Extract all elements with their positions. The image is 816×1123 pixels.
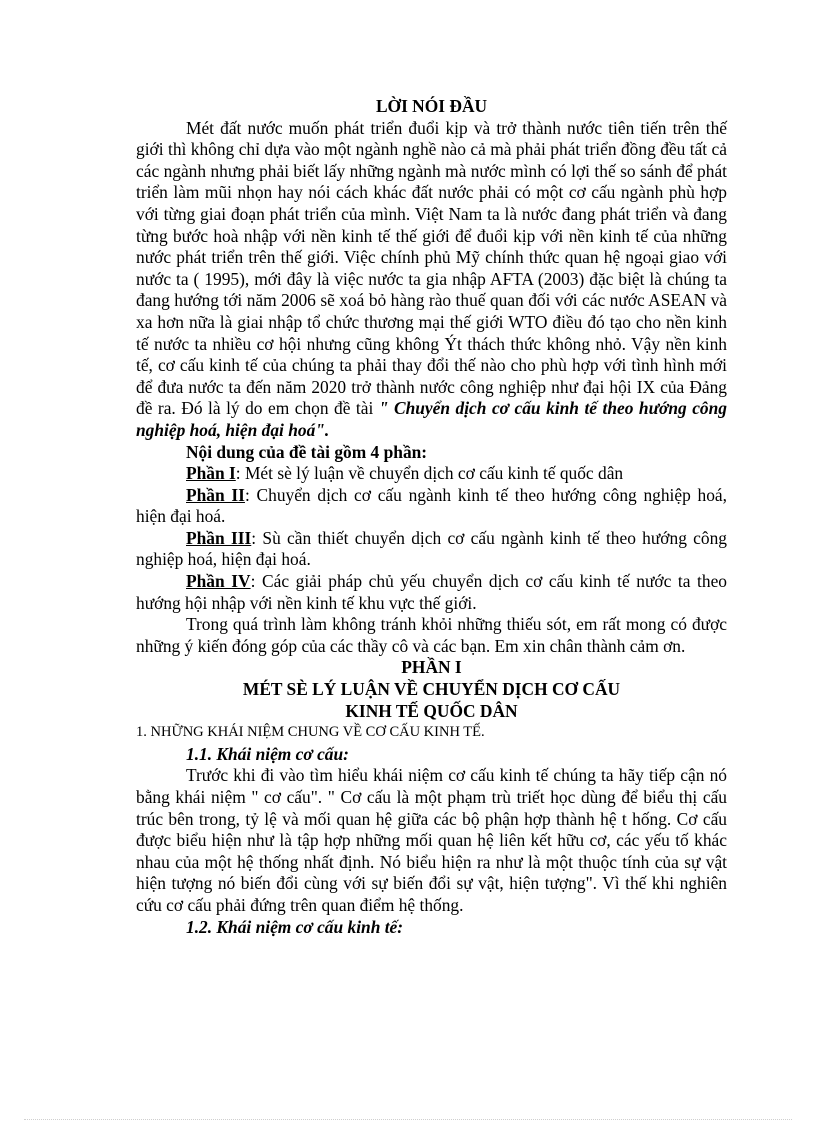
part-text: : Mét sè lý luận về chuyển dịch cơ cấu kinh tế quốc dân bbox=[235, 463, 624, 484]
part-label: Phần I bbox=[186, 463, 236, 484]
intro-paragraph bbox=[136, 118, 727, 442]
part-label: Phần IV bbox=[186, 571, 251, 592]
part-label: Phần III bbox=[186, 527, 252, 548]
subsection-heading: 1.1. Khái niệm cơ cấu: bbox=[186, 743, 349, 764]
part1-title: PHẦN I bbox=[401, 657, 462, 678]
part-item bbox=[136, 463, 727, 485]
subsection-heading: 1.2. Khái niệm cơ cấu kinh tế: bbox=[186, 916, 404, 937]
part-item bbox=[136, 485, 727, 528]
content-heading: Nội dung của đề tài gồm 4 phần: bbox=[186, 441, 428, 462]
part-label: Phần II bbox=[186, 484, 245, 505]
doc-title: LỜI NÓI ĐẦU bbox=[375, 96, 488, 116]
document-page bbox=[136, 96, 727, 938]
section-heading: 1. NHỮNG KHÁI NIỆM CHUNG VỀ CƠ CẤU KINH TẾ. bbox=[136, 724, 485, 741]
part-item bbox=[136, 528, 727, 571]
intro-text: Mét đất nước muốn phát triển đuổi kịp và trở thành nước tiên tiến trên thế giới thì không chỉ dựa vào một ngành nghề nào cả mà phải phát triển đồng đều tất cả các ngành nhưng phải biết lấy những ngành mà nước mình có lợi thế so sánh để phát triển làm mũi nhọn hay nói cách khác đất nước phải có một cơ cấu ngành phù hợp với từng giai đoạn phát triển của mình. Việt Nam ta là nước đang phát triển và đang từng bước hoà nhập với nền kinh tế thế giới để đuổi kịp với nền kinh tế của những nước phát triển trên thế giới. Việc chính phủ Mỹ chính thức quan hệ ngoại giao với nước ta ( 1995), mới đây là việc nước ta gia nhập AFTA (2003) đặc biệt là chúng ta đang hướng tới năm 2006 sẽ xoá bỏ hàng rào thuế quan đối với các nước ASEAN và xa hơn nữa là giai nhập tổ chức thương mại thế giới WTO điều đó tạo cho nền kinh tế nước ta nhiều cơ hội nhưng cũng không Ýt thách thức không nhỏ. Vậy nền kinh tế, cơ cấu kinh tế của chúng ta phải thay đổi thế nào cho phù hợp với tình hình mới để đưa nước ta đến năm 2020 trở thành nước công nghiệp như đại hội IX của Đảng đề ra. Đó là lý do em chọn đề tài bbox=[136, 117, 727, 419]
part1-subtitle-line1: MÉT SÈ LÝ LUẬN VỀ CHUYỂN DỊCH CƠ CẤU bbox=[242, 679, 621, 700]
subsection-paragraph: Trước khi đi vào tìm hiểu khái niệm cơ cấu kinh tế chúng ta hãy tiếp cận nó bằng khái niệm " cơ cấu". " Cơ cấu là một phạm trù triết học dùng để biểu thị cấu trúc bên trong, tỷ lệ và mối quan hệ giữa các bộ phận hợp thành hệ t hống. Cơ cấu được biểu hiện như là tập hợp những mối quan hệ liên kết hữu cơ, các yếu tố khác nhau của một hệ thống nhất định. Nó biểu hiện ra như là một thuộc tính của sự vật hiện tượng nó biến đổi cùng với sự biến đổi sự vật, hiện tượng". Vì thế khi nghiên cứu cơ cấu phải đứng trên quan điểm hệ thống. bbox=[136, 765, 727, 915]
part-text: : Chuyển dịch cơ cấu ngành kinh tế theo hướng công nghiệp hoá, hiện đại hoá. bbox=[136, 484, 728, 527]
closing-paragraph: Trong quá trình làm không tránh khỏi những thiếu sót, em rất mong có được những ý kiến đóng góp của các thầy cô và các bạn. Em xin chân thành cảm ơn. bbox=[136, 614, 727, 656]
part-item bbox=[136, 571, 727, 614]
intro-topic: " Chuyển dịch cơ cấu kinh tế theo hướng công nghiệp hoá, hiện đại hoá". bbox=[136, 398, 727, 440]
part-text: : Các giải pháp chủ yếu chuyển dịch cơ cấu kinh tế nước ta theo hướng hội nhập với nền kinh tế khu vực thế giới. bbox=[136, 571, 727, 613]
page-bottom-divider bbox=[24, 1119, 792, 1120]
part-text: : Sù cần thiết chuyển dịch cơ cấu ngành kinh tế theo hướng công nghiệp hoá, hiện đại hoá. bbox=[136, 527, 727, 570]
part1-subtitle-line2: KINH TẾ QUỐC DÂN bbox=[345, 700, 518, 721]
